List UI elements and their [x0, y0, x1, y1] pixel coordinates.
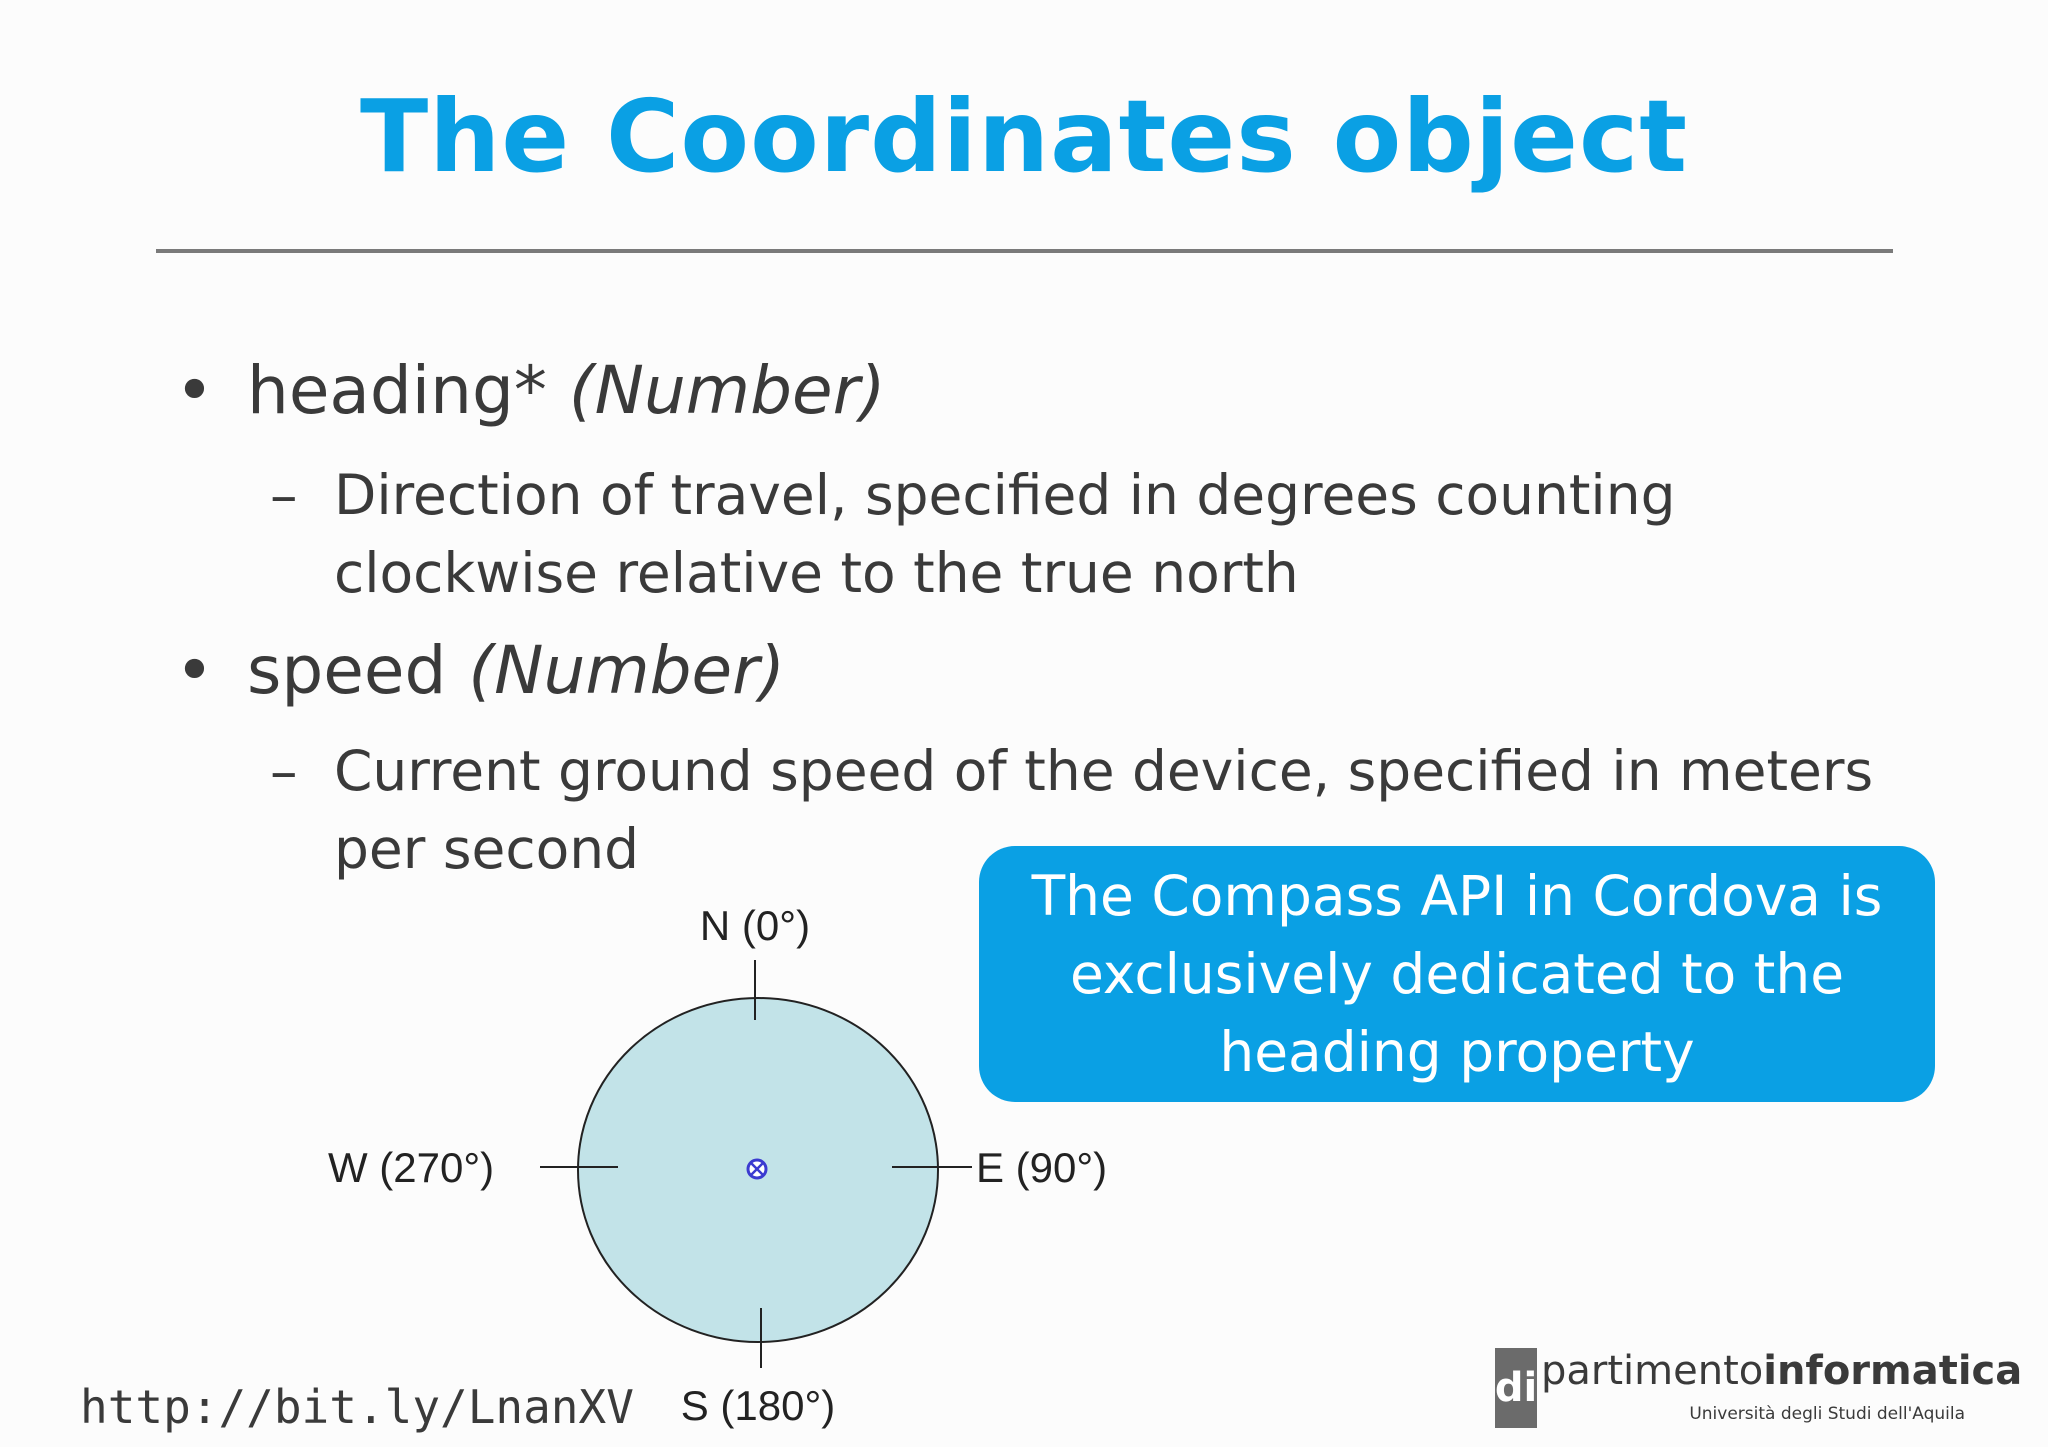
- source-link[interactable]: http://bit.ly/LnanXV: [80, 1380, 634, 1434]
- east-label: E (90°): [976, 1144, 1108, 1191]
- logo-text-light: partimento: [1541, 1348, 1764, 1394]
- description-line: Current ground speed of the device, specified in meters: [334, 739, 1874, 803]
- bullet-dot: •: [175, 352, 214, 429]
- callout-line: The Compass API in Cordova is: [1031, 864, 1883, 928]
- bullet-type: (Number): [468, 632, 786, 709]
- bullet-type: (Number): [568, 352, 886, 429]
- logo-subtitle: Università degli Studi dell'Aquila: [1689, 1404, 1965, 1424]
- department-logo: [1494, 1348, 2023, 1428]
- logo-wordmark: [1541, 1348, 2022, 1394]
- description-line: clockwise relative to the true north: [334, 541, 1299, 605]
- bullet-speed: [175, 632, 785, 709]
- bullet-name: speed: [247, 632, 447, 709]
- callout-line: exclusively dedicated to the: [1069, 942, 1845, 1006]
- sub-dash: –: [270, 739, 298, 803]
- callout-line: heading property: [1219, 1020, 1695, 1084]
- bullet-heading: [175, 352, 885, 429]
- compass-diagram: [300, 880, 1180, 1440]
- description-line: per second: [334, 817, 639, 881]
- title-divider: [156, 249, 1893, 253]
- west-label: W (270°): [328, 1144, 495, 1191]
- bullet-dot: •: [175, 632, 214, 709]
- logo-text-bold: informatica: [1763, 1348, 2023, 1394]
- slide-title: The Coordinates object: [359, 78, 1689, 195]
- sub-dash: –: [270, 463, 298, 527]
- south-label: S (180°): [680, 1382, 836, 1429]
- logo-box: di: [1495, 1348, 1537, 1428]
- bullet-name: heading*: [247, 352, 547, 429]
- north-label: N (0°): [699, 902, 811, 949]
- description-line: Direction of travel, specified in degrees counting: [334, 463, 1676, 527]
